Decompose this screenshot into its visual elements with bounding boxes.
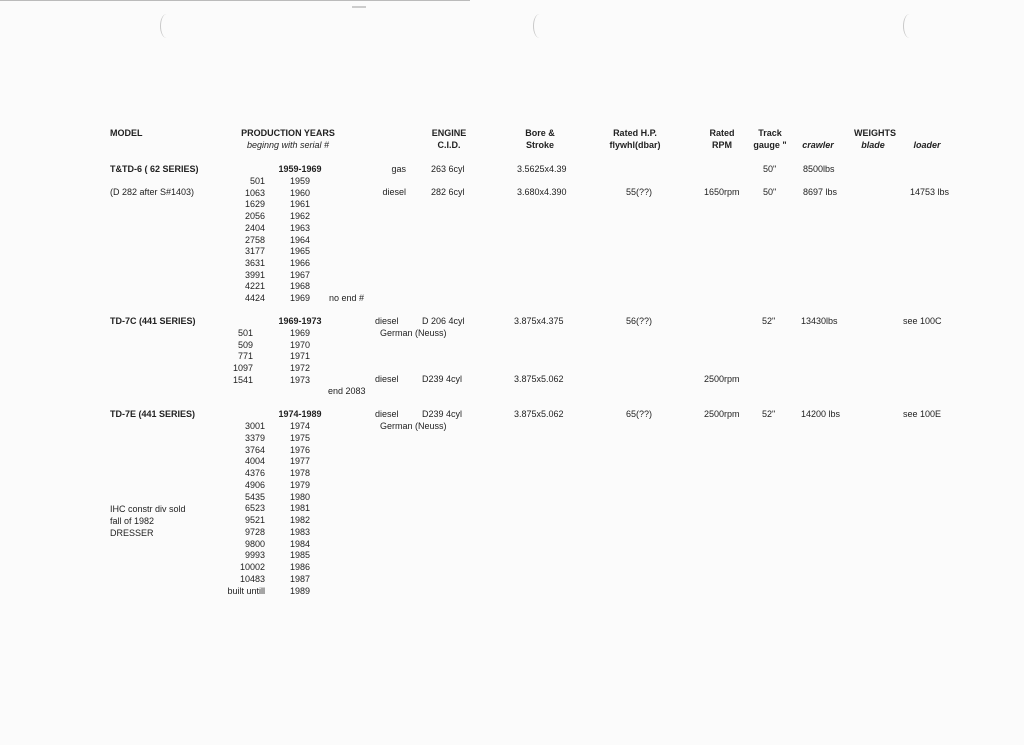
year-range: 1959-1969 [278, 164, 322, 174]
engine-cid: 263 6cyl [431, 164, 465, 174]
history-note: fall of 1982 [110, 516, 155, 526]
header-hp: Rated H.P. [613, 128, 657, 138]
serial-number: 2404 [244, 222, 265, 233]
serial-number: 509 [237, 339, 253, 350]
serial-number: 501 [237, 328, 253, 338]
engine-cid: D 206 4cyl [422, 316, 465, 326]
serial-number: 1097 [232, 363, 253, 374]
fuel-type: gas [391, 164, 406, 174]
serial-number: 3631 [244, 257, 265, 268]
engine-cid: D239 4cyl [422, 374, 463, 384]
production-year: 1987 [289, 573, 310, 584]
engine-cid: 282 6cyl [431, 187, 465, 197]
crawler-weight: 14200 lbs [801, 409, 841, 419]
serial-number: 4906 [244, 479, 265, 490]
scan-edge-line [0, 0, 470, 1]
punch-hole-mark [533, 14, 546, 38]
production-year: 1981 [289, 503, 310, 514]
loader-weight: see 100C [903, 316, 942, 326]
serial-number: 4424 [244, 293, 265, 303]
production-year: 1979 [289, 479, 310, 490]
serial-number: 5435 [244, 491, 265, 502]
serial-number: 3379 [244, 432, 265, 443]
engine-origin: German (Neuss) [380, 328, 447, 338]
history-note: DRESSER [110, 528, 154, 538]
engine-origin: German (Neuss) [380, 421, 447, 431]
model-note: (D 282 after S#1403) [110, 187, 195, 197]
serial-number: built untill [227, 585, 265, 596]
crawler-weight: 8697 lbs [803, 187, 838, 197]
production-year: 1975 [289, 432, 310, 443]
serial-number: 9521 [244, 515, 265, 525]
header-production-years-sub: beginng with serial # [246, 140, 330, 150]
rated-rpm: 2500rpm [704, 374, 740, 384]
serial-number: 9800 [244, 538, 265, 549]
rated-rpm: 1650rpm [704, 187, 740, 197]
end-serial-note: end 2083 [328, 386, 366, 396]
production-year: 1985 [289, 550, 310, 561]
no-end-note: no end # [329, 293, 365, 303]
year-range: 1974-1989 [278, 409, 322, 419]
engine-cid: D239 4cyl [422, 409, 463, 419]
production-year: 1989 [289, 585, 310, 596]
fuel-type: diesel [382, 187, 406, 197]
history-note: IHC constr div sold [110, 504, 186, 514]
serial-number: 501 [249, 176, 265, 186]
rated-hp: 55(??) [625, 187, 652, 197]
serial-number: 3001 [244, 421, 265, 431]
header-rpm-sub: RPM [712, 140, 732, 150]
serial-number: 6523 [244, 503, 265, 514]
serial-number: 2056 [244, 211, 265, 222]
bore-stroke: 3.5625x4.39 [517, 164, 567, 174]
production-year: 1966 [289, 257, 310, 268]
production-year: 1983 [289, 526, 310, 537]
serial-number: 4004 [244, 456, 265, 467]
serial-number: 1063 [244, 187, 265, 198]
production-year: 1962 [289, 211, 310, 222]
rated-hp: 65(??) [625, 409, 652, 419]
scan-smudge [352, 6, 366, 8]
production-year: 1972 [289, 363, 310, 374]
production-year: 1973 [289, 374, 310, 385]
production-year: 1971 [289, 351, 310, 362]
serial-number: 10483 [239, 573, 265, 584]
production-year: 1977 [289, 456, 310, 467]
rated-hp: 56(??) [625, 316, 652, 326]
bore-stroke: 3.875x5.062 [514, 374, 564, 384]
header-engine: ENGINE [431, 128, 467, 138]
header-crawler: crawler [802, 140, 834, 150]
serial-number: 1629 [244, 199, 265, 210]
production-year: 1963 [289, 222, 310, 233]
header-weights: WEIGHTS [854, 128, 896, 138]
production-year: 1969 [289, 328, 310, 338]
production-year: 1967 [289, 269, 310, 280]
serial-number: 3764 [244, 444, 265, 455]
crawler-weight: 8500lbs [803, 164, 835, 174]
loader-weight: 14753 lbs [910, 187, 950, 197]
production-year: 1959 [289, 176, 310, 186]
header-track-sub: gauge " [753, 140, 787, 150]
model-name: T&TD-6 ( 62 SERIES) [110, 164, 199, 174]
serial-number: 10002 [239, 562, 265, 572]
serial-number: 2758 [244, 234, 265, 245]
fuel-type: diesel [375, 374, 399, 384]
header-track: Track [758, 128, 782, 138]
header-bore: Bore & [525, 128, 555, 138]
production-year: 1974 [289, 421, 310, 431]
header-rpm: Rated [709, 128, 735, 138]
serial-number: 1541 [232, 374, 253, 385]
serial-number: 3991 [244, 269, 265, 280]
serial-number: 9728 [244, 526, 265, 537]
punch-hole-mark [903, 14, 916, 38]
production-year: 1982 [289, 515, 310, 525]
serial-number: 771 [237, 351, 253, 362]
header-hp-sub: flywhl(dbar) [609, 140, 661, 150]
fuel-type: diesel [375, 409, 399, 419]
production-year: 1986 [289, 562, 310, 572]
production-year: 1961 [289, 199, 310, 210]
production-year: 1980 [289, 491, 310, 502]
production-year: 1968 [289, 281, 310, 292]
serial-number: 3177 [244, 246, 265, 257]
serial-number: 4221 [244, 281, 265, 292]
model-name: TD-7C (441 SERIES) [110, 316, 196, 326]
production-year: 1984 [289, 538, 310, 549]
header-loader: loader [913, 140, 941, 150]
model-name: TD-7E (441 SERIES) [110, 409, 196, 419]
production-year: 1978 [289, 468, 310, 478]
bore-stroke: 3.875x4.375 [514, 316, 564, 326]
track-gauge: 52" [762, 316, 776, 326]
header-bore-sub: Stroke [525, 140, 554, 150]
header-blade: blade [861, 140, 885, 150]
punch-hole-mark [160, 14, 173, 38]
bore-stroke: 3.680x4.390 [517, 187, 567, 197]
track-gauge: 50" [763, 164, 777, 174]
bore-stroke: 3.875x5.062 [514, 409, 564, 419]
production-year: 1970 [289, 339, 310, 350]
track-gauge: 52" [762, 409, 776, 419]
serial-number: 9993 [244, 550, 265, 561]
crawler-weight: 13430lbs [801, 316, 838, 326]
production-year: 1964 [289, 234, 310, 245]
header-engine-sub: C.I.D. [437, 140, 461, 150]
year-range: 1969-1973 [278, 316, 322, 326]
production-year: 1960 [289, 187, 310, 198]
header-model: MODEL [110, 128, 143, 138]
rated-rpm: 2500rpm [704, 409, 740, 419]
production-year: 1965 [289, 246, 310, 257]
fuel-type: diesel [375, 316, 399, 326]
production-year: 1969 [289, 293, 310, 303]
serial-number: 4376 [244, 468, 265, 478]
loader-weight: see 100E [903, 409, 942, 419]
production-year: 1976 [289, 444, 310, 455]
header-production-years: PRODUCTION YEARS [241, 128, 335, 138]
track-gauge: 50" [763, 187, 777, 197]
